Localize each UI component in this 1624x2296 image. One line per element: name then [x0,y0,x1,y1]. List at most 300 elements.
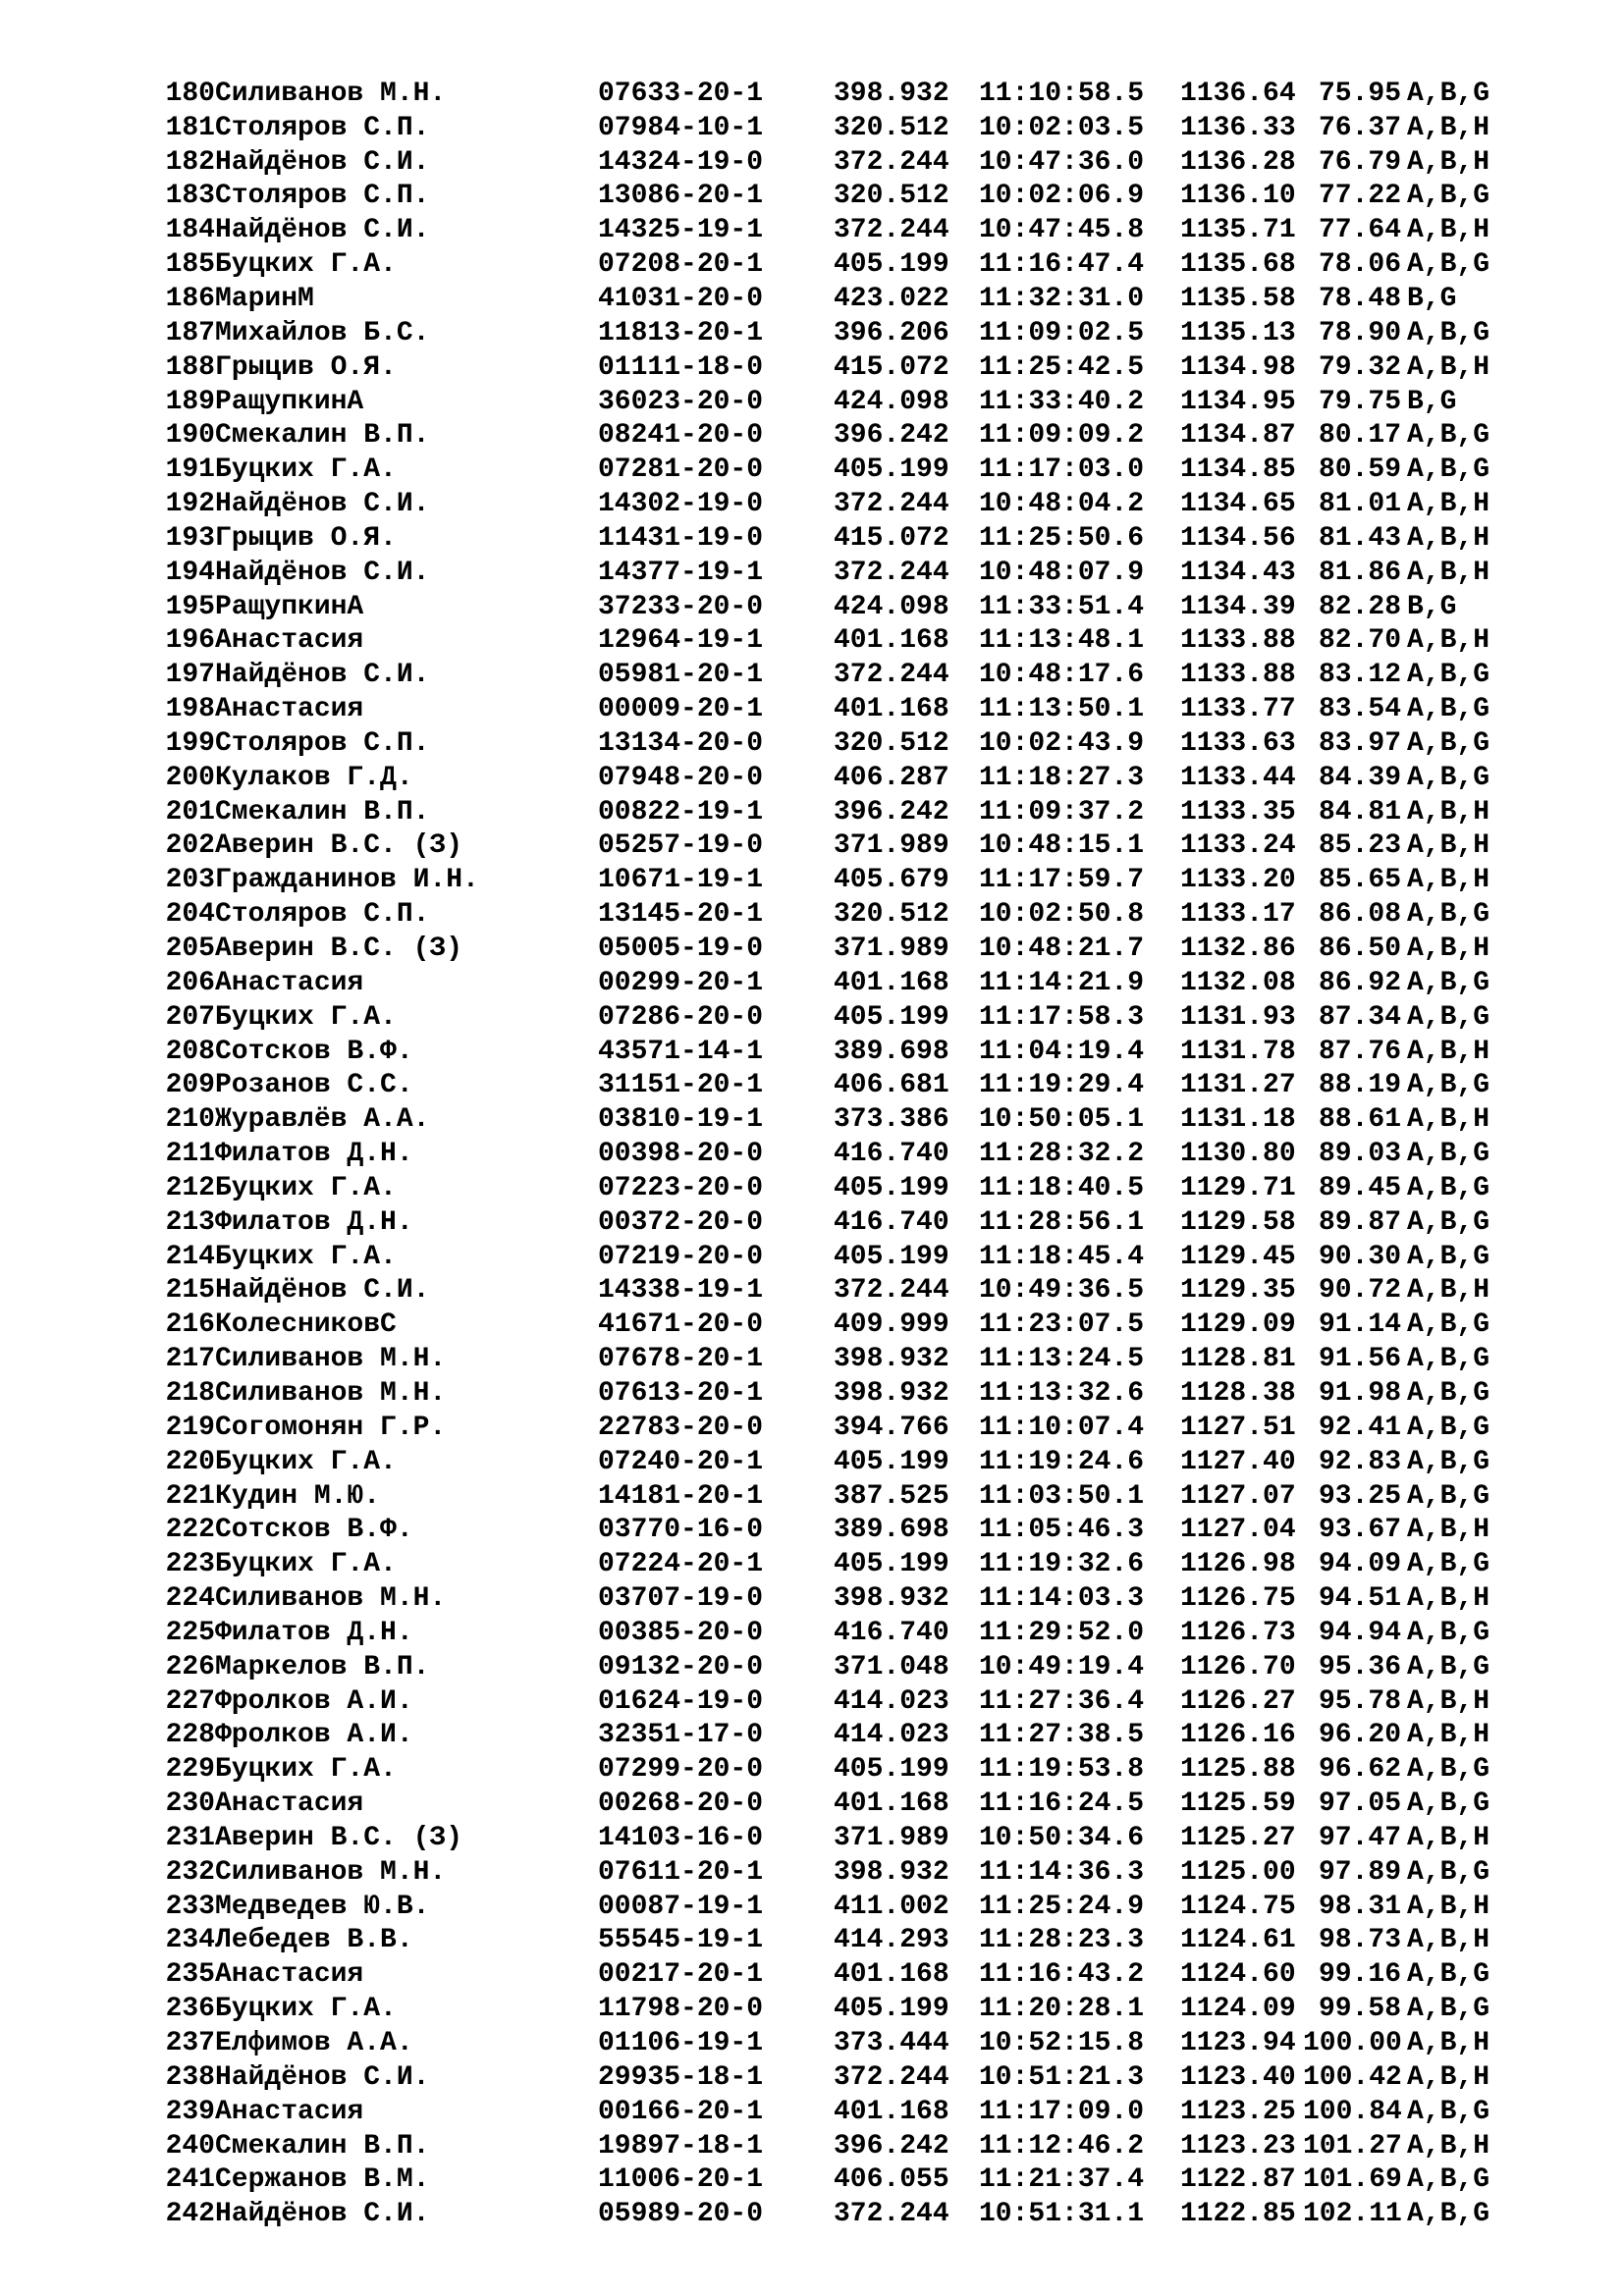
ring-number: 07633-20-1 [598,78,764,109]
distance: 416.740 [834,1139,949,1170]
result-row [145,829,1564,864]
points: 81.86 [1318,557,1401,588]
ring-number: 00299-20-1 [598,967,764,998]
ring-number: 00009-20-1 [598,694,764,725]
row-number: 209 [165,1070,215,1101]
fancier-name: Филатов Д.Н. [215,1206,413,1238]
points: 101.27 [1303,2130,1402,2162]
fancier-name: Найдёнов С.И. [215,1275,430,1307]
points: 83.97 [1318,727,1401,759]
result-row [145,1445,1564,1479]
speed: 1130.80 [1180,1139,1296,1170]
distance: 320.512 [834,181,949,212]
points: 100.84 [1303,2096,1402,2127]
speed: 1123.40 [1180,2061,1296,2093]
ring-number: 09132-20-0 [598,1651,764,1682]
result-row [145,1102,1564,1137]
ring-number: 07611-20-1 [598,1856,764,1888]
speed: 1129.09 [1180,1309,1296,1341]
speed: 1136.64 [1180,78,1296,109]
fancier-name: Найдёнов С.И. [215,660,430,691]
fancier-name: Фролков А.И. [215,1720,413,1751]
points: 87.34 [1318,1001,1401,1033]
ring-number: 14103-16-0 [598,1822,764,1853]
classes: A,B,G [1407,78,1490,109]
row-number: 223 [165,1549,215,1580]
fancier-name: Михайлов Б.С. [215,317,430,348]
ring-number: 13134-20-0 [598,727,764,759]
row-number: 189 [165,386,215,417]
ring-number: 14338-19-1 [598,1275,764,1307]
row-number: 227 [165,1685,215,1717]
points: 99.16 [1318,1959,1401,1991]
arrival-time: 11:28:23.3 [979,1925,1145,1956]
speed: 1133.88 [1180,660,1296,691]
fancier-name: Смекалин В.П. [215,2130,430,2162]
row-number: 215 [165,1275,215,1307]
distance: 372.244 [834,660,949,691]
distance: 372.244 [834,2061,949,2093]
arrival-time: 11:09:37.2 [979,796,1145,828]
speed: 1129.35 [1180,1275,1296,1307]
classes: A,B,H [1407,2028,1490,2059]
distance: 401.168 [834,694,949,725]
fancier-name: Елфимов А.А. [215,2028,413,2059]
arrival-time: 10:51:21.3 [979,2061,1145,2093]
classes: B,G [1407,283,1457,314]
row-number: 222 [165,1515,215,1546]
classes: B,G [1407,386,1457,417]
speed: 1133.35 [1180,796,1296,828]
result-row [145,2095,1564,2129]
ring-number: 00166-20-1 [598,2096,764,2127]
row-number: 183 [165,181,215,212]
ring-number: 37233-20-0 [598,591,764,622]
speed: 1132.86 [1180,934,1296,965]
distance: 405.199 [834,1001,949,1033]
result-row [145,1719,1564,1753]
classes: A,B,G [1407,1549,1490,1580]
row-number: 187 [165,317,215,348]
speed: 1134.98 [1180,351,1296,383]
arrival-time: 11:17:58.3 [979,1001,1145,1033]
fancier-name: Столяров С.П. [215,899,430,931]
distance: 406.681 [834,1070,949,1101]
ring-number: 05989-20-0 [598,2199,764,2230]
distance: 396.242 [834,796,949,828]
distance: 405.199 [834,1994,949,2025]
arrival-time: 11:03:50.1 [979,1480,1145,1512]
speed: 1129.58 [1180,1206,1296,1238]
points: 86.08 [1318,899,1401,931]
distance: 372.244 [834,489,949,520]
row-number: 180 [165,78,215,109]
distance: 423.022 [834,283,949,314]
speed: 1122.85 [1180,2199,1296,2230]
speed: 1133.77 [1180,694,1296,725]
arrival-time: 11:25:42.5 [979,351,1145,383]
result-row [145,418,1564,453]
result-row [145,1308,1564,1342]
points: 79.32 [1318,351,1401,383]
distance: 414.023 [834,1685,949,1717]
ring-number: 14324-19-0 [598,146,764,178]
speed: 1133.88 [1180,625,1296,657]
result-row [145,1547,1564,1581]
speed: 1125.27 [1180,1822,1296,1853]
ring-number: 14377-19-1 [598,557,764,588]
ring-number: 55545-19-1 [598,1925,764,1956]
distance: 401.168 [834,1959,949,1991]
ring-number: 12964-19-1 [598,625,764,657]
fancier-name: Буцких Г.А. [215,1549,397,1580]
distance: 371.989 [834,1822,949,1853]
result-row [145,1274,1564,1308]
classes: A,B,H [1407,1925,1490,1956]
classes: A,B,H [1407,2130,1490,2162]
arrival-time: 10:48:17.6 [979,660,1145,691]
ring-number: 19897-18-1 [598,2130,764,2162]
result-row [145,1513,1564,1547]
result-row [145,932,1564,966]
arrival-time: 11:13:48.1 [979,625,1145,657]
ring-number: 07240-20-1 [598,1446,764,1477]
result-row [145,1068,1564,1102]
distance: 372.244 [834,1275,949,1307]
points: 84.39 [1318,762,1401,793]
classes: A,B,G [1407,1172,1490,1203]
result-row [145,385,1564,419]
points: 77.64 [1318,215,1401,246]
points: 80.17 [1318,420,1401,452]
fancier-name: Столяров С.П. [215,181,430,212]
arrival-time: 11:20:28.1 [979,1994,1145,2025]
classes: A,B,H [1407,146,1490,178]
distance: 405.199 [834,454,949,486]
ring-number: 05257-19-0 [598,830,764,862]
fancier-name: Силиванов М.Н. [215,1856,447,1888]
fancier-name: РащупкинА [215,591,364,622]
distance: 401.168 [834,967,949,998]
row-number: 188 [165,351,215,383]
arrival-time: 11:19:29.4 [979,1070,1145,1101]
result-row [145,487,1564,521]
speed: 1135.58 [1180,283,1296,314]
ring-number: 01106-19-1 [598,2028,764,2059]
row-number: 202 [165,830,215,862]
ring-number: 03770-16-0 [598,1515,764,1546]
distance: 406.055 [834,2164,949,2196]
row-number: 192 [165,489,215,520]
ring-number: 00822-19-1 [598,796,764,828]
speed: 1134.65 [1180,489,1296,520]
result-row [145,213,1564,247]
speed: 1124.61 [1180,1925,1296,1956]
fancier-name: Буцких Г.А. [215,1754,397,1786]
fancier-name: Медведев Ю.В. [215,1891,430,1922]
speed: 1132.08 [1180,967,1296,998]
speed: 1134.95 [1180,386,1296,417]
distance: 320.512 [834,112,949,143]
speed: 1136.10 [1180,181,1296,212]
row-number: 211 [165,1139,215,1170]
classes: A,B,G [1407,2199,1490,2230]
distance: 401.168 [834,1789,949,1820]
classes: A,B,H [1407,796,1490,828]
classes: A,B,H [1407,112,1490,143]
classes: A,B,G [1407,2164,1490,2196]
ring-number: 14325-19-1 [598,215,764,246]
result-row [145,247,1564,282]
arrival-time: 10:02:06.9 [979,181,1145,212]
ring-number: 43571-14-1 [598,1036,764,1067]
result-row [145,1411,1564,1445]
ring-number: 03707-19-0 [598,1583,764,1615]
distance: 414.023 [834,1720,949,1751]
classes: A,B,H [1407,830,1490,862]
speed: 1125.59 [1180,1789,1296,1820]
result-row [145,966,1564,1000]
distance: 372.244 [834,557,949,588]
ring-number: 07948-20-0 [598,762,764,793]
points: 98.73 [1318,1925,1401,1956]
points: 89.03 [1318,1139,1401,1170]
result-row [145,1240,1564,1274]
distance: 398.932 [834,1856,949,1888]
points: 92.41 [1318,1412,1401,1443]
classes: B,G [1407,591,1457,622]
points: 75.95 [1318,78,1401,109]
arrival-time: 11:17:03.0 [979,454,1145,486]
speed: 1135.71 [1180,215,1296,246]
ring-number: 22783-20-0 [598,1412,764,1443]
speed: 1134.39 [1180,591,1296,622]
row-number: 217 [165,1344,215,1375]
row-number: 185 [165,249,215,281]
fancier-name: Найдёнов С.И. [215,146,430,178]
classes: A,B,G [1407,1446,1490,1477]
result-row [145,1890,1564,1924]
classes: A,B,G [1407,1651,1490,1682]
row-number: 213 [165,1206,215,1238]
fancier-name: Аверин В.С. (З) [215,1822,463,1853]
fancier-name: Буцких Г.А. [215,1241,397,1272]
result-row [145,453,1564,487]
ring-number: 00372-20-0 [598,1206,764,1238]
speed: 1127.04 [1180,1515,1296,1546]
ring-number: 07286-20-0 [598,1001,764,1033]
row-number: 229 [165,1754,215,1786]
arrival-time: 10:02:43.9 [979,727,1145,759]
points: 93.67 [1318,1515,1401,1546]
ring-number: 00217-20-1 [598,1959,764,1991]
speed: 1134.56 [1180,522,1296,554]
distance: 373.444 [834,2028,949,2059]
classes: A,B,G [1407,694,1490,725]
arrival-time: 10:47:45.8 [979,215,1145,246]
fancier-name: Грыцив О.Я. [215,351,397,383]
distance: 405.199 [834,249,949,281]
points: 78.90 [1318,317,1401,348]
row-number: 190 [165,420,215,452]
result-row [145,1957,1564,1992]
ring-number: 13086-20-1 [598,181,764,212]
distance: 414.293 [834,1925,949,1956]
classes: A,B,G [1407,1344,1490,1375]
classes: A,B,H [1407,557,1490,588]
points: 91.56 [1318,1344,1401,1375]
speed: 1127.40 [1180,1446,1296,1477]
points: 86.50 [1318,934,1401,965]
row-number: 196 [165,625,215,657]
ring-number: 41031-20-0 [598,283,764,314]
speed: 1124.09 [1180,1994,1296,2025]
arrival-time: 11:21:37.4 [979,2164,1145,2196]
distance: 401.168 [834,625,949,657]
points: 87.76 [1318,1036,1401,1067]
fancier-name: Столяров С.П. [215,112,430,143]
arrival-time: 11:33:40.2 [979,386,1145,417]
arrival-time: 10:48:15.1 [979,830,1145,862]
points: 94.94 [1318,1617,1401,1648]
arrival-time: 10:48:04.2 [979,489,1145,520]
row-number: 226 [165,1651,215,1682]
classes: A,B,H [1407,1583,1490,1615]
row-number: 194 [165,557,215,588]
row-number: 239 [165,2096,215,2127]
result-row [145,726,1564,761]
row-number: 242 [165,2199,215,2230]
distance: 405.199 [834,1754,949,1786]
speed: 1126.70 [1180,1651,1296,1682]
points: 85.23 [1318,830,1401,862]
fancier-name: Буцких Г.А. [215,1001,397,1033]
fancier-name: КолесниковС [215,1309,397,1341]
classes: A,B,G [1407,1789,1490,1820]
ring-number: 11798-20-0 [598,1994,764,2025]
ring-number: 11813-20-1 [598,317,764,348]
arrival-time: 11:17:09.0 [979,2096,1145,2127]
distance: 405.199 [834,1446,949,1477]
points: 101.69 [1303,2164,1402,2196]
points: 94.09 [1318,1549,1401,1580]
classes: A,B,H [1407,522,1490,554]
classes: A,B,G [1407,1309,1490,1341]
row-number: 205 [165,934,215,965]
points: 89.45 [1318,1172,1401,1203]
result-row [145,282,1564,316]
classes: A,B,G [1407,2096,1490,2127]
arrival-time: 11:33:51.4 [979,591,1145,622]
points: 94.51 [1318,1583,1401,1615]
fancier-name: Смекалин В.П. [215,420,430,452]
row-number: 234 [165,1925,215,1956]
ring-number: 07224-20-1 [598,1549,764,1580]
fancier-name: Филатов Д.Н. [215,1139,413,1170]
fancier-name: Сотсков В.Ф. [215,1515,413,1546]
ring-number: 07281-20-0 [598,454,764,486]
distance: 398.932 [834,1344,949,1375]
speed: 1134.87 [1180,420,1296,452]
points: 76.37 [1318,112,1401,143]
points: 89.87 [1318,1206,1401,1238]
points: 88.19 [1318,1070,1401,1101]
distance: 415.072 [834,351,949,383]
classes: A,B,G [1407,181,1490,212]
fancier-name: Розанов С.С. [215,1070,413,1101]
classes: A,B,G [1407,249,1490,281]
arrival-time: 11:27:36.4 [979,1685,1145,1717]
fancier-name: Аверин В.С. (З) [215,934,463,965]
result-row [145,795,1564,829]
result-row [145,1992,1564,2026]
points: 83.12 [1318,660,1401,691]
row-number: 191 [165,454,215,486]
arrival-time: 11:13:50.1 [979,694,1145,725]
classes: A,B,G [1407,1480,1490,1512]
result-row [145,1205,1564,1240]
points: 85.65 [1318,865,1401,896]
result-row [145,2026,1564,2060]
arrival-time: 11:17:59.7 [979,865,1145,896]
classes: A,B,G [1407,1754,1490,1786]
result-row [145,77,1564,111]
row-number: 195 [165,591,215,622]
result-row [145,590,1564,624]
speed: 1133.24 [1180,830,1296,862]
result-row [145,1924,1564,1958]
fancier-name: Сержанов В.М. [215,2164,430,2196]
row-number: 231 [165,1822,215,1853]
points: 79.75 [1318,386,1401,417]
fancier-name: Анастасия [215,1789,364,1820]
arrival-time: 11:25:50.6 [979,522,1145,554]
points: 77.22 [1318,181,1401,212]
ring-number: 00087-19-1 [598,1891,764,1922]
distance: 396.242 [834,420,949,452]
fancier-name: Буцких Г.А. [215,249,397,281]
row-number: 230 [165,1789,215,1820]
distance: 398.932 [834,1377,949,1409]
result-row [145,2197,1564,2231]
classes: A,B,H [1407,625,1490,657]
distance: 405.199 [834,1172,949,1203]
speed: 1134.85 [1180,454,1296,486]
classes: A,B,G [1407,1994,1490,2025]
speed: 1136.28 [1180,146,1296,178]
row-number: 200 [165,762,215,793]
row-number: 186 [165,283,215,314]
arrival-time: 11:19:32.6 [979,1549,1145,1580]
arrival-time: 11:13:32.6 [979,1377,1145,1409]
arrival-time: 11:16:43.2 [979,1959,1145,1991]
arrival-time: 11:10:07.4 [979,1412,1145,1443]
speed: 1135.68 [1180,249,1296,281]
classes: A,B,G [1407,1617,1490,1648]
ring-number: 05005-19-0 [598,934,764,965]
row-number: 208 [165,1036,215,1067]
result-row [145,556,1564,590]
distance: 371.989 [834,830,949,862]
speed: 1126.98 [1180,1549,1296,1580]
fancier-name: Анастасия [215,694,364,725]
points: 86.92 [1318,967,1401,998]
row-number: 238 [165,2061,215,2093]
points: 82.70 [1318,625,1401,657]
fancier-name: Буцких Г.А. [215,1446,397,1477]
classes: A,B,G [1407,762,1490,793]
distance: 411.002 [834,1891,949,1922]
